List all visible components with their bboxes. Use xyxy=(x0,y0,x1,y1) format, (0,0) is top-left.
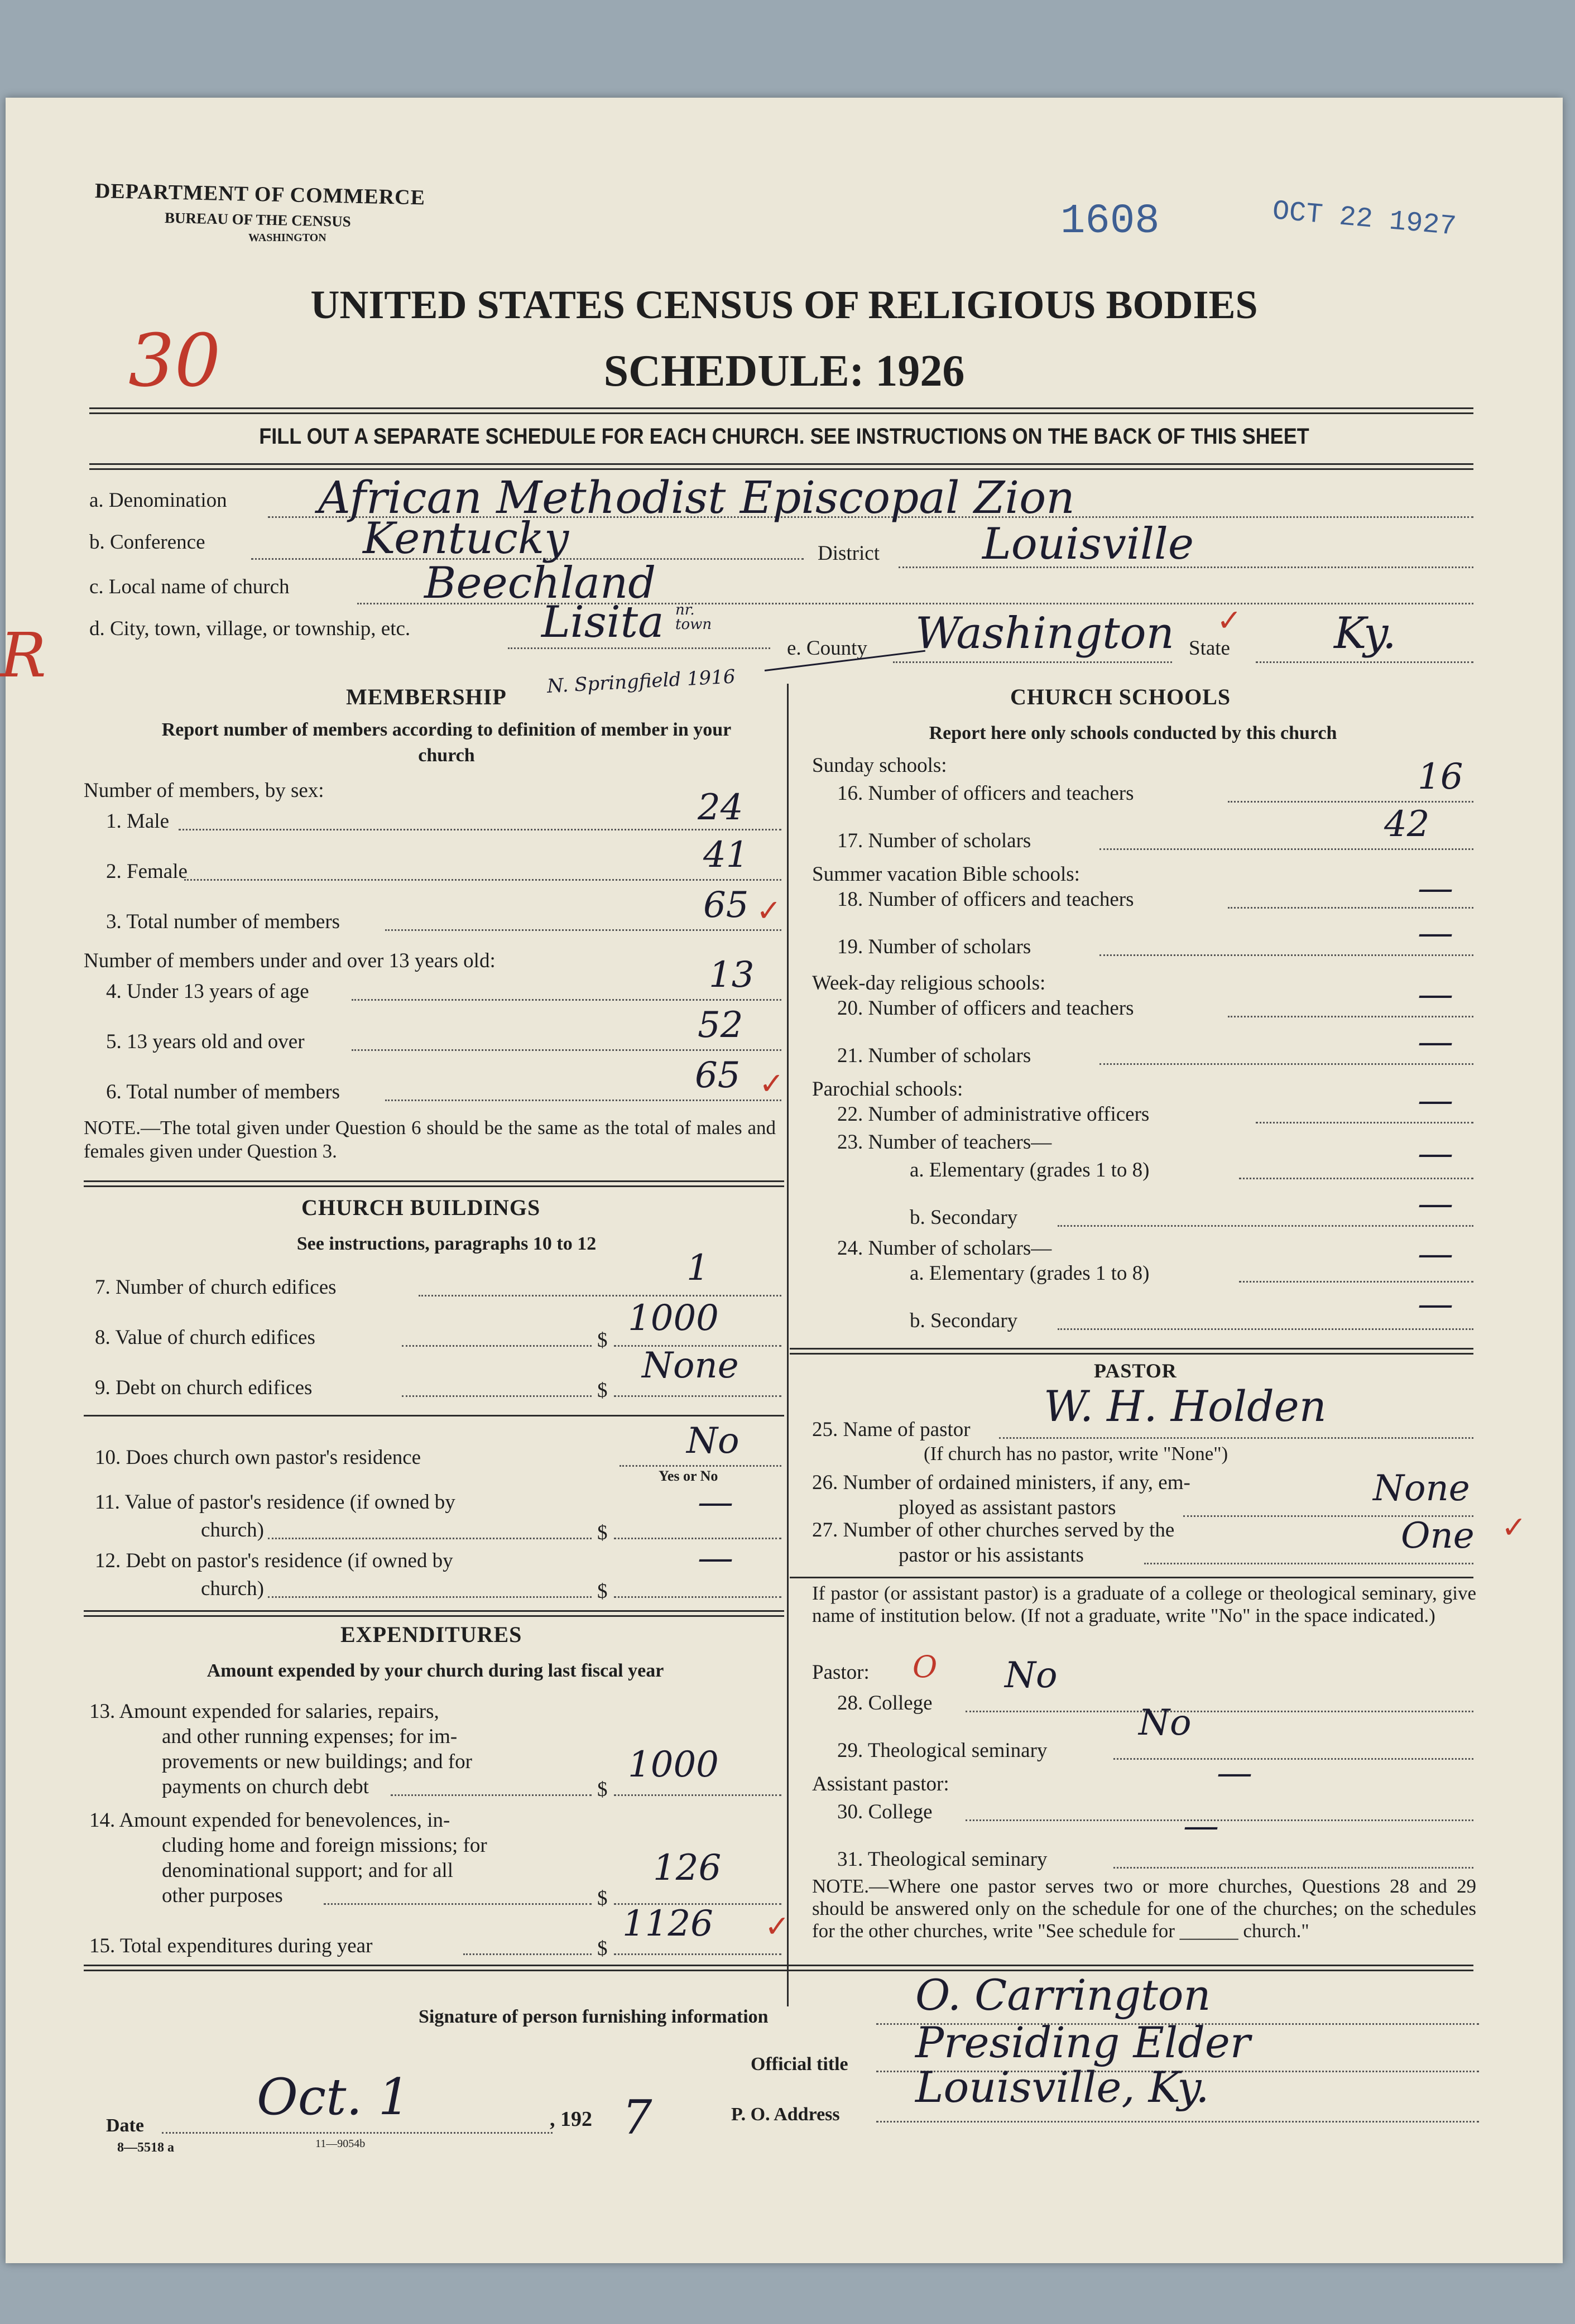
q26-label: 26. Number of ordained ministers, if any, em- xyxy=(812,1471,1190,1494)
yes-no-caption: Yes or No xyxy=(659,1468,718,1484)
county-value[interactable]: Washington xyxy=(915,608,1174,659)
margin-mark: R xyxy=(0,620,46,691)
q8-value[interactable]: 1000 xyxy=(628,1298,719,1339)
q19-value[interactable]: — xyxy=(1418,913,1453,954)
q11-line xyxy=(268,1538,592,1539)
expenditures-subtitle: Amount expended by your church during last fiscal year xyxy=(207,1660,664,1681)
q12-value[interactable]: — xyxy=(698,1538,733,1579)
q23a-label: a. Elementary (grades 1 to 8) xyxy=(910,1159,1150,1182)
q22-line xyxy=(1256,1122,1473,1123)
q27-line xyxy=(1144,1563,1473,1564)
q6-value[interactable]: 65 xyxy=(695,1055,741,1096)
q3-label: 3. Total number of members xyxy=(106,910,340,933)
q22-label: 22. Number of administrative officers xyxy=(837,1103,1150,1126)
conference-label: b. Conference xyxy=(89,531,205,554)
q17-line xyxy=(1099,848,1473,850)
q29-value[interactable]: No xyxy=(1139,1702,1192,1744)
q20-line xyxy=(1228,1016,1473,1017)
q20-value[interactable]: — xyxy=(1418,974,1453,1015)
membership-note: NOTE.—The total given under Question 6 should be the same as the total of males and females given under Question 3. xyxy=(84,1117,776,1162)
q12-amount-line xyxy=(614,1596,781,1598)
year-prefix: , 192 xyxy=(550,2107,592,2131)
q20-label: 20. Number of officers and teachers xyxy=(837,997,1134,1020)
q27-label: 27. Number of other churches served by the xyxy=(812,1519,1175,1542)
q12-label-cont: church) xyxy=(201,1577,264,1600)
q26-value[interactable]: None xyxy=(1373,1468,1470,1509)
membership-title: MEMBERSHIP xyxy=(346,684,507,709)
q28-value[interactable]: No xyxy=(1005,1655,1058,1696)
q2-line xyxy=(184,879,781,881)
q13-label-1: 13. Amount expended for salaries, repairs, xyxy=(89,1700,439,1723)
q24b-label: b. Secondary xyxy=(910,1309,1018,1332)
q6-check-icon: ✓ xyxy=(759,1066,785,1101)
springfield-note: N. Springfield 1916 xyxy=(546,665,736,698)
q16-line xyxy=(1228,801,1473,803)
q29-line xyxy=(1113,1758,1473,1760)
state-value[interactable]: Ky. xyxy=(1334,608,1396,659)
q13-label-4: payments on church debt xyxy=(162,1775,369,1798)
q24-label: 24. Number of scholars— xyxy=(837,1237,1052,1260)
po-address-value[interactable]: Louisville, Ky. xyxy=(915,2062,1209,2112)
q7-line xyxy=(419,1295,781,1297)
pastor-rule xyxy=(790,1577,1473,1578)
q31-line xyxy=(1113,1867,1473,1869)
pastor-sublabel: Pastor: xyxy=(812,1661,870,1684)
q12-label: 12. Debt on pastor's residence (if owned by xyxy=(95,1549,453,1572)
by-sex-label: Number of members, by sex: xyxy=(84,779,324,802)
q31-label: 31. Theological seminary xyxy=(837,1848,1048,1871)
q5-line xyxy=(352,1049,781,1051)
q21-label: 21. Number of scholars xyxy=(837,1044,1031,1067)
q25-label: 25. Name of pastor xyxy=(812,1418,971,1441)
q14-dollar: $ xyxy=(597,1887,608,1910)
state-label: State xyxy=(1189,637,1230,660)
q5-value[interactable]: 52 xyxy=(698,1005,743,1046)
q8-label: 8. Value of church edifices xyxy=(95,1326,315,1349)
county-label: e. County xyxy=(787,637,867,660)
red-batch-number: 30 xyxy=(128,318,221,403)
q24a-label: a. Elementary (grades 1 to 8) xyxy=(910,1262,1150,1285)
instruction-rule xyxy=(89,463,1473,470)
q5-label: 5. 13 years old and over xyxy=(106,1030,305,1053)
q6-line xyxy=(385,1099,781,1101)
q14-label-4: other purposes xyxy=(162,1884,283,1907)
q19-line xyxy=(1099,954,1473,956)
weekday-label: Week-day religious schools: xyxy=(812,972,1046,995)
age-label: Number of members under and over 13 years old: xyxy=(84,949,496,972)
q8-dollar: $ xyxy=(597,1329,608,1352)
date-value[interactable]: Oct. 1 xyxy=(257,2068,410,2126)
q14-label-1: 14. Amount expended for benevolences, in- xyxy=(89,1809,450,1832)
q13-value[interactable]: 1000 xyxy=(628,1744,719,1785)
q27-check-icon: ✓ xyxy=(1501,1510,1527,1545)
q15-check-icon: ✓ xyxy=(765,1909,790,1944)
date-line xyxy=(162,2132,553,2134)
q3-value[interactable]: 65 xyxy=(703,885,749,926)
q28-label: 28. College xyxy=(837,1692,933,1715)
form-title: UNITED STATES CENSUS OF RELIGIOUS BODIES xyxy=(310,282,1258,327)
q23a-value[interactable]: — xyxy=(1418,1133,1453,1174)
district-value[interactable]: Louisville xyxy=(982,519,1194,569)
q31-value[interactable]: — xyxy=(1183,1806,1219,1847)
q11-label: 11. Value of pastor's residence (if owned by xyxy=(95,1491,455,1514)
q2-value[interactable]: 41 xyxy=(703,834,749,876)
q15-amount-line xyxy=(614,1953,781,1955)
pastor-note: NOTE.—Where one pastor serves two or more churches, Questions 28 and 29 should be answered only on the schedule for one of the churches; on the schedules for the other churches, write "See schedule for ______ church." xyxy=(812,1875,1476,1942)
buildings-title: CHURCH BUILDINGS xyxy=(301,1195,541,1220)
q24a-line xyxy=(1239,1281,1473,1283)
expenditures-title: EXPENDITURES xyxy=(340,1622,522,1647)
census-schedule-sheet xyxy=(0,98,1563,2263)
buildings-subtitle: See instructions, paragraphs 10 to 12 xyxy=(296,1233,597,1254)
q7-label: 7. Number of church edifices xyxy=(95,1276,337,1299)
header-rule xyxy=(89,407,1473,414)
q1-value[interactable]: 24 xyxy=(698,787,743,828)
county-line xyxy=(893,661,1172,663)
q8-line xyxy=(402,1345,592,1347)
q4-value[interactable]: 13 xyxy=(709,954,755,996)
denomination-label: a. Denomination xyxy=(89,489,227,512)
q11-label-cont: church) xyxy=(201,1519,264,1542)
q9-label: 9. Debt on church edifices xyxy=(95,1376,313,1399)
q13-line xyxy=(391,1794,592,1796)
q1-label: 1. Male xyxy=(106,810,170,833)
q6-label: 6. Total number of members xyxy=(106,1081,340,1103)
q2-label: 2. Female xyxy=(106,860,188,883)
signature-label: Signature of person furnishing information xyxy=(419,2006,769,2027)
assistant-sublabel: Assistant pastor: xyxy=(812,1773,949,1795)
received-date-stamp: OCT 22 1927 xyxy=(1271,195,1458,243)
q21-line xyxy=(1099,1063,1473,1065)
q23b-line xyxy=(1058,1225,1473,1227)
county-check-icon: ✓ xyxy=(1217,603,1242,638)
q13-label-3: provements or new buildings; and for xyxy=(162,1750,472,1773)
q27-label-cont: pastor or his assistants xyxy=(899,1544,1084,1567)
q10-label: 10. Does church own pastor's residence xyxy=(95,1446,421,1469)
q22-value[interactable]: — xyxy=(1418,1080,1453,1121)
city-line xyxy=(508,647,770,649)
q21-value[interactable]: — xyxy=(1418,1021,1453,1063)
schedule-title: SCHEDULE: 1926 xyxy=(603,347,965,396)
year-value[interactable]: 7 xyxy=(622,2090,652,2145)
q23b-label: b. Secondary xyxy=(910,1206,1018,1229)
denomination-value[interactable]: African Methodist Episcopal Zion xyxy=(318,472,1075,524)
membership-rule xyxy=(84,1180,784,1187)
stamp-number: 1608 xyxy=(1060,198,1160,245)
signature-rule xyxy=(84,1965,1473,1971)
q18-label: 18. Number of officers and teachers xyxy=(837,888,1134,911)
buildings-bottom-rule xyxy=(84,1610,784,1617)
pastor-title: PASTOR xyxy=(1094,1360,1177,1382)
sunday-label: Sunday schools: xyxy=(812,754,947,777)
local-name-label: c. Local name of church xyxy=(89,575,290,598)
department-heading: DEPARTMENT OF COMMERCE xyxy=(94,179,426,210)
schools-subtitle: Report here only schools conducted by this church xyxy=(929,723,1337,743)
q16-value[interactable]: 16 xyxy=(1418,756,1463,798)
q17-value[interactable]: 42 xyxy=(1384,804,1430,845)
membership-subtitle: Report number of members according to definition of member in your church xyxy=(161,719,732,766)
city-value[interactable]: Lisita xyxy=(541,597,664,647)
q16-label: 16. Number of officers and teachers xyxy=(837,782,1134,805)
q26-label-cont: ployed as assistant pastors xyxy=(899,1496,1116,1519)
po-address-line xyxy=(876,2121,1479,2123)
summer-label: Summer vacation Bible schools: xyxy=(812,863,1080,886)
q3-line xyxy=(385,929,781,931)
q7-value[interactable]: 1 xyxy=(686,1247,709,1289)
q15-line xyxy=(463,1953,592,1955)
q27-value[interactable]: One xyxy=(1401,1515,1475,1557)
city-heading: WASHINGTON xyxy=(248,232,326,244)
q13-dollar: $ xyxy=(597,1778,608,1801)
po-address-label: P. O. Address xyxy=(731,2104,840,2125)
q25-note: (If church has no pastor, write "None") xyxy=(924,1443,1228,1464)
column-divider xyxy=(787,684,789,2006)
city-label: d. City, town, village, or township, etc. xyxy=(89,617,411,640)
schools-title: CHURCH SCHOOLS xyxy=(1010,684,1231,709)
q11-value[interactable]: — xyxy=(698,1482,733,1523)
graduate-note: If pastor (or assistant pastor) is a graduate of a college or theological seminary, give name of institution below. (If not a graduate, write "No" in the space indicated.) xyxy=(812,1582,1476,1626)
q25-value[interactable]: W. H. Holden xyxy=(1044,1381,1327,1431)
q12-line xyxy=(268,1596,592,1598)
q13-amount-line xyxy=(614,1794,781,1796)
q30-line xyxy=(966,1819,1473,1821)
local-name-value[interactable]: Beechland xyxy=(424,558,656,608)
q3-check-icon: ✓ xyxy=(756,893,782,928)
q30-value[interactable]: — xyxy=(1217,1752,1252,1794)
district-label: District xyxy=(818,542,880,565)
form-number: 8—5518 a xyxy=(117,2140,174,2155)
q23a-line xyxy=(1239,1178,1473,1179)
instruction-banner: FILL OUT A SEPARATE SCHEDULE FOR EACH CHURCH. SEE INSTRUCTIONS ON THE BACK OF THIS SHEET xyxy=(259,424,1309,449)
pastor-mark: O xyxy=(913,1649,938,1684)
official-title-value[interactable]: Presiding Elder xyxy=(915,2018,1251,2067)
q17-label: 17. Number of scholars xyxy=(837,829,1031,852)
q25-line xyxy=(999,1437,1473,1439)
buildings-rule xyxy=(84,1415,784,1417)
schools-rule xyxy=(790,1348,1473,1355)
q11-dollar: $ xyxy=(597,1521,608,1544)
parochial-label: Parochial schools: xyxy=(812,1078,963,1101)
signature-value[interactable]: O. Carrington xyxy=(915,1970,1211,2020)
q10-line xyxy=(620,1465,781,1467)
q9-dollar: $ xyxy=(597,1379,608,1402)
q23-label: 23. Number of teachers— xyxy=(837,1131,1052,1154)
q30-label: 30. College xyxy=(837,1800,933,1823)
q14-label-2: cluding home and foreign missions; for xyxy=(162,1834,487,1857)
q18-value[interactable]: — xyxy=(1418,868,1453,909)
date-label: Date xyxy=(106,2115,144,2136)
q14-line xyxy=(324,1903,592,1905)
q24b-line xyxy=(1058,1328,1473,1330)
q23b-value[interactable]: — xyxy=(1418,1183,1453,1225)
state-line xyxy=(1256,661,1473,663)
q1-line xyxy=(179,829,781,830)
q9-value[interactable]: None xyxy=(642,1345,739,1386)
q24b-value[interactable]: — xyxy=(1418,1284,1453,1325)
q24a-value[interactable]: — xyxy=(1418,1233,1453,1275)
q15-dollar: $ xyxy=(597,1937,608,1960)
q12-dollar: $ xyxy=(597,1580,608,1603)
q9-line xyxy=(402,1395,592,1397)
q4-label: 4. Under 13 years of age xyxy=(106,980,309,1003)
q15-label: 15. Total expenditures during year xyxy=(89,1934,373,1957)
conference-value[interactable]: Kentucky xyxy=(363,513,569,564)
q14-label-3: denominational support; and for all xyxy=(162,1859,453,1882)
q29-label: 29. Theological seminary xyxy=(837,1739,1048,1762)
q15-value[interactable]: 1126 xyxy=(622,1903,713,1944)
city-note: nr. town xyxy=(675,602,712,633)
official-title-label: Official title xyxy=(751,2054,848,2075)
bureau-heading: BUREAU OF THE CENSUS xyxy=(164,209,352,230)
q19-label: 19. Number of scholars xyxy=(837,935,1031,958)
q14-value[interactable]: 126 xyxy=(653,1847,722,1889)
q13-label-2: and other running expenses; for im- xyxy=(162,1725,458,1748)
q28-line xyxy=(966,1711,1473,1712)
q4-line xyxy=(352,999,781,1001)
q10-value[interactable]: No xyxy=(686,1420,740,1462)
q9-amount-line xyxy=(614,1395,781,1397)
print-code: 11—9054b xyxy=(315,2138,366,2150)
